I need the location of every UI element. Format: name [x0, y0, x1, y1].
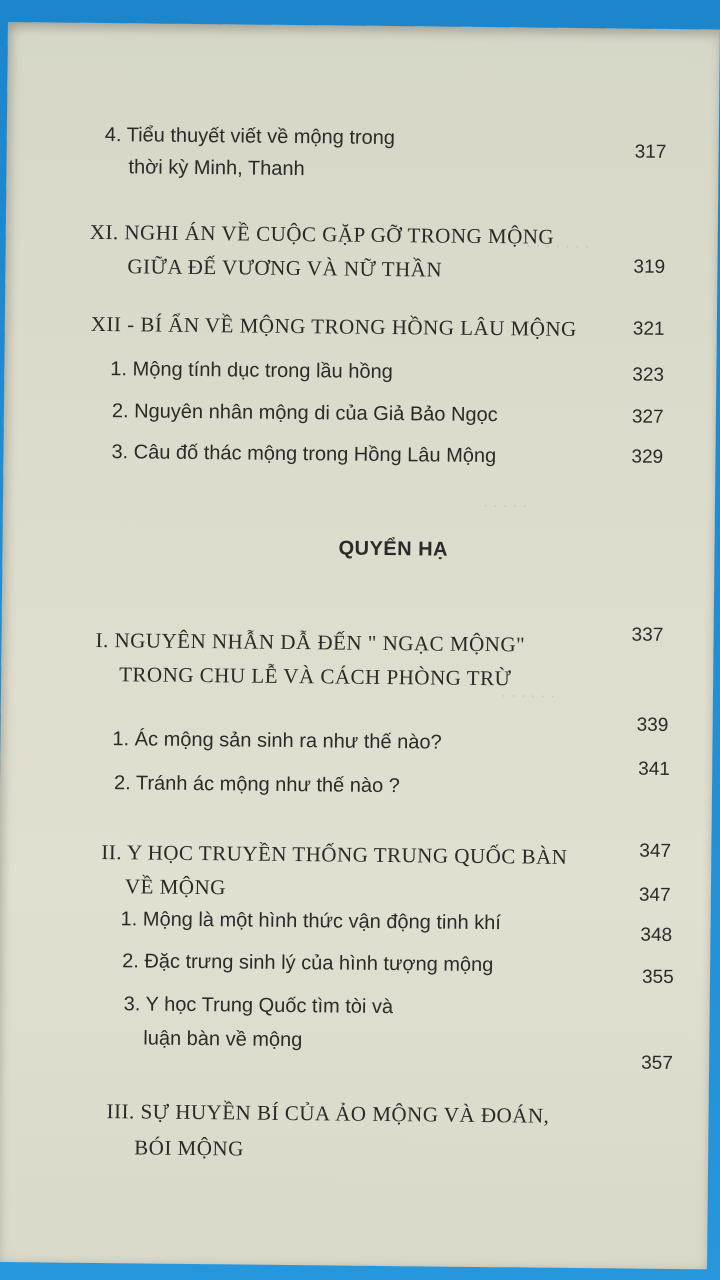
bleed-through: · · · · · — [482, 497, 528, 515]
toc-entry-line: 1. Mộng tính dục trong lầu hồng — [110, 358, 393, 384]
toc-entry-line: 2. Nguyên nhân mộng di của Giả Bảo Ngọc — [111, 400, 498, 427]
toc-entry-line: TRONG CHU LỄ VÀ CÁCH PHÒNG TRỪ — [119, 662, 512, 691]
toc-entry-line: 4. Tiểu thuyết viết về mộng trong — [104, 124, 396, 150]
toc-entry-line: 3. Câu đố thác mộng trong Hồng Lâu Mộng — [111, 441, 497, 468]
toc-page-number: 317 — [634, 141, 667, 163]
toc-entry-line: thời kỳ Minh, Thanh — [128, 156, 305, 181]
toc-entry-line: XII - BÍ ẨN VỀ MỘNG TRONG HỒNG LÂU MỘNG — [90, 311, 577, 341]
toc-entry — [114, 767, 400, 802]
toc-entry — [111, 436, 496, 472]
toc-entry — [112, 395, 498, 431]
toc-entry — [104, 119, 395, 186]
toc-entry — [112, 723, 441, 758]
toc-entry-line: luận bàn về mộng — [143, 1027, 303, 1052]
bleed-through: · · · · · · · — [525, 237, 590, 256]
toc-page-number: 327 — [631, 406, 664, 428]
toc-entry — [101, 835, 568, 908]
toc-entry-line: 1. Ác mộng sản sinh ra như thế nào? — [112, 728, 442, 754]
section-heading: QUYỂN HẠ — [338, 537, 449, 561]
toc-page-number: 339 — [636, 714, 669, 736]
toc-entry — [106, 1093, 549, 1170]
toc-page-number: 329 — [631, 446, 664, 468]
toc-entry-line: XI. NGHI ÁN VỀ CUỘC GẶP GỠ TRONG MỘNG — [89, 219, 555, 249]
toc-entry — [123, 987, 393, 1058]
toc-entry — [95, 623, 525, 695]
toc-entry-line: 2. Đặc trưng sinh lý của hình tượng mộng — [122, 950, 494, 977]
toc-page-number: 321 — [632, 318, 665, 340]
toc-page-number: 337 — [631, 624, 664, 646]
toc-entry-line: II. Y HỌC TRUYỀN THỐNG TRUNG QUỐC BÀN — [101, 840, 568, 869]
toc-entry — [91, 307, 577, 346]
toc-page-number: 355 — [641, 966, 674, 989]
toc-entry-line: 1. Mộng là một hình thức vận động tinh khí — [120, 908, 502, 935]
toc-entry-line: BÓI MỘNG — [134, 1135, 244, 1161]
toc-page-number: 319 — [633, 256, 666, 278]
toc-entry-line: I. NGUYÊN NHẪN DẪ ĐẾN " NGẠC MỘNG" — [95, 627, 526, 657]
toc-page-number: 323 — [632, 364, 665, 386]
book-page — [0, 22, 720, 1269]
toc-page-number: 348 — [640, 924, 673, 947]
bleed-through: · · · · · · — [500, 687, 556, 705]
toc-entry-line: 3. Y học Trung Quốc tìm tòi và — [123, 993, 394, 1019]
toc-page-number: 347 — [638, 884, 671, 906]
toc-page-number: 347 — [639, 840, 672, 862]
toc-entry — [122, 945, 494, 981]
toc-entry — [89, 215, 554, 288]
toc-page-number: 357 — [641, 1052, 673, 1075]
toc-entry-line: VỀ MỘNG — [124, 874, 226, 900]
toc-entry — [110, 353, 393, 388]
toc-entry-line: 2. Tránh ác mộng như thế nào ? — [113, 772, 400, 798]
toc-entry — [120, 903, 501, 939]
toc-entry-line: III. SỰ HUYỀN BÍ CỦA ẢO MỘNG VÀ ĐOÁN, — [106, 1099, 550, 1128]
toc-entry-line: GIỮA ĐẾ VƯƠNG VÀ NỮ THẦN — [127, 254, 443, 282]
toc-page-number: 341 — [638, 758, 671, 780]
